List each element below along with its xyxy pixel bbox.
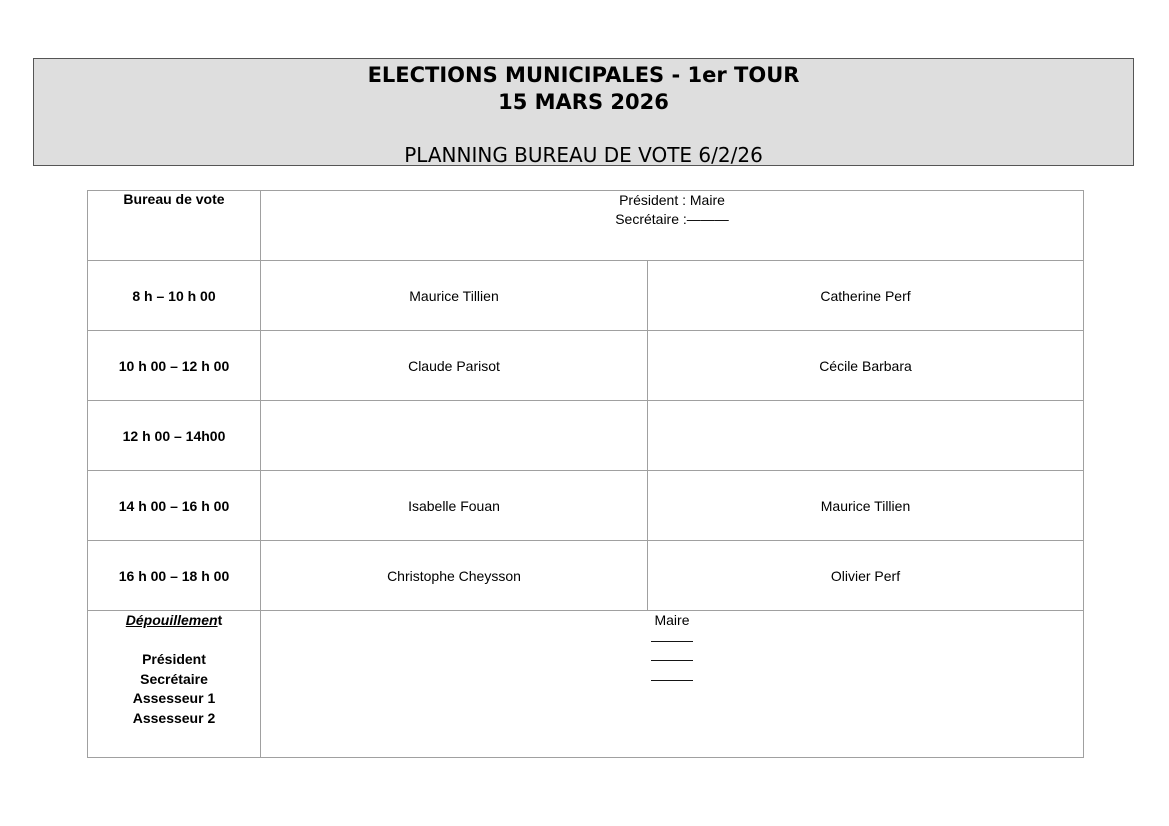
time-slot: 14 h 00 – 16 h 00 (88, 471, 261, 541)
value-assesseur-1: ——— (651, 651, 693, 667)
president-text: Président : Maire (619, 192, 725, 208)
time-slot: 12 h 00 – 14h00 (88, 401, 261, 471)
document-header (33, 58, 1134, 166)
assessor-a: Maurice Tillien (261, 261, 648, 331)
depouillement-values-cell (261, 611, 1084, 758)
assessor-b: Olivier Perf (648, 541, 1084, 611)
assessor-a: Isabelle Fouan (261, 471, 648, 541)
assessor-b: Catherine Perf (648, 261, 1084, 331)
role-president: Président (142, 651, 206, 667)
table-row (88, 471, 1084, 541)
depouillement-label: Dépouillement (125, 612, 223, 628)
table-row (88, 331, 1084, 401)
president-secretary-cell (261, 191, 1084, 261)
spacer (88, 631, 260, 651)
time-slot: 16 h 00 – 18 h 00 (88, 541, 261, 611)
table-row (88, 261, 1084, 331)
table-row (88, 541, 1084, 611)
time-slot: 8 h – 10 h 00 (88, 261, 261, 331)
assessor-b: Maurice Tillien (648, 471, 1084, 541)
planning-subtitle: PLANNING BUREAU DE VOTE 6/2/26 (404, 143, 763, 167)
role-assesseur-1: Assesseur 1 (132, 690, 216, 706)
role-secretaire: Secrétaire (140, 670, 208, 687)
table-row (88, 401, 1084, 471)
table-header-row (88, 191, 1084, 261)
planning-table (87, 190, 1084, 758)
assessor-a: Claude Parisot (261, 331, 648, 401)
assessor-a (261, 401, 648, 471)
value-secretaire: ——— (651, 631, 693, 648)
assessor-b (648, 401, 1084, 471)
assessor-b: Cécile Barbara (648, 331, 1084, 401)
depouillement-roles-cell (88, 611, 261, 758)
election-title: ELECTIONS MUNICIPALES - 1er TOUR (367, 63, 800, 87)
time-slot: 10 h 00 – 12 h 00 (88, 331, 261, 401)
election-date: 15 MARS 2026 (498, 90, 669, 114)
role-assesseur-2: Assesseur 2 (132, 709, 216, 726)
value-president: Maire (654, 612, 690, 628)
bureau-de-vote-label: Bureau de vote (88, 191, 261, 261)
assessor-a: Christophe Cheysson (261, 541, 648, 611)
depouillement-row (88, 611, 1084, 758)
secretary-text: Secrétaire :——— (615, 211, 729, 227)
value-assesseur-2: ——— (651, 670, 693, 687)
